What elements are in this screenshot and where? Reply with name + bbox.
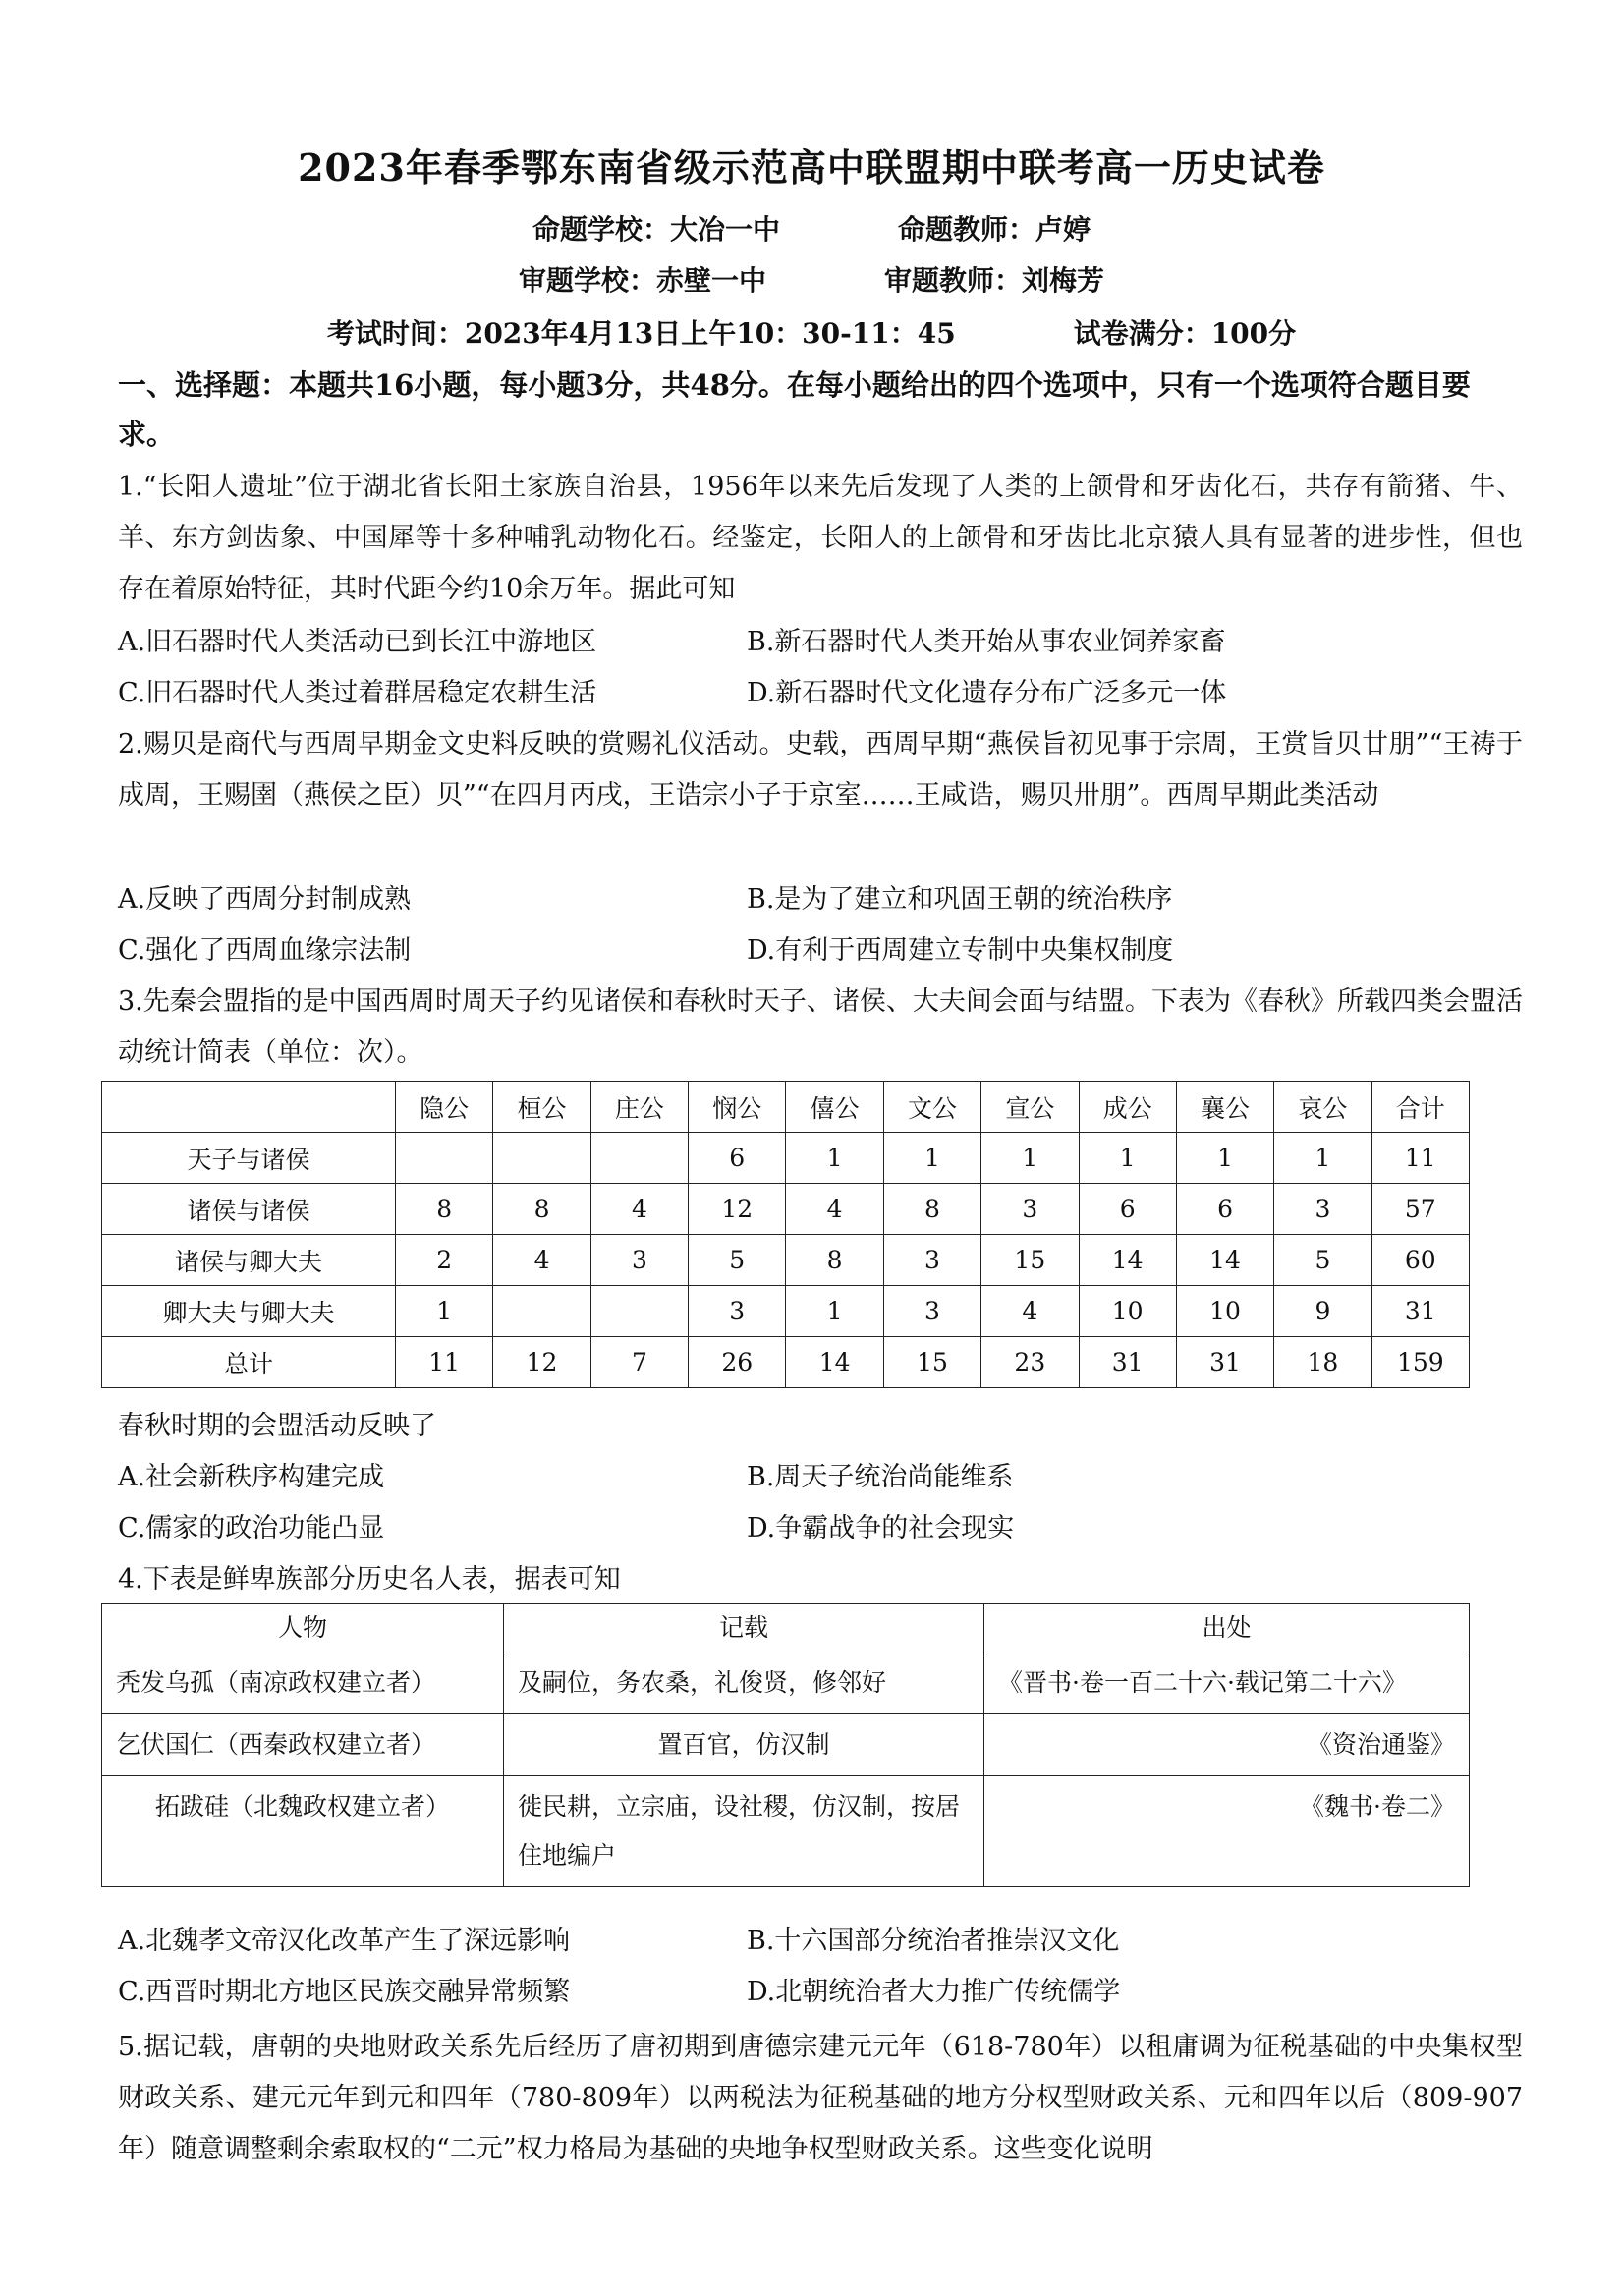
table-cell: 10 bbox=[1079, 1286, 1176, 1337]
table-cell: 诸侯与诸侯 bbox=[102, 1184, 396, 1235]
proposing-teacher: 命题教师：卢婷 bbox=[898, 213, 1091, 246]
table-cell: 3 bbox=[689, 1286, 786, 1337]
table-cell: 3 bbox=[590, 1235, 688, 1286]
table-cell: 5 bbox=[1274, 1235, 1371, 1286]
table-cell: 8 bbox=[396, 1184, 493, 1235]
table-cell bbox=[590, 1286, 688, 1337]
q4-option-c: C.西晋时期北方地区民族交融异常频繁 bbox=[118, 1977, 571, 2007]
q2-option-d: D.有利于西周建立专制中央集权制度 bbox=[747, 935, 1174, 966]
table-cell: 及嗣位，务农桑，礼俊贤，修邻好 bbox=[504, 1652, 984, 1714]
table-cell: 31 bbox=[1176, 1337, 1273, 1388]
table-cell: 拓跋硅（北魏政权建立者） bbox=[102, 1776, 504, 1887]
table-cell: 1 bbox=[883, 1133, 980, 1184]
q3-option-c: C.儒家的政治功能凸显 bbox=[118, 1513, 385, 1543]
table-header-cell: 出处 bbox=[984, 1604, 1470, 1652]
table-cell: 1 bbox=[786, 1133, 883, 1184]
table-cell: 3 bbox=[883, 1235, 980, 1286]
question-4-stem: 4.下表是鲜卑族部分历史名人表，据表可知 bbox=[118, 1564, 621, 1595]
table-cell: 23 bbox=[981, 1337, 1079, 1388]
table-cell: 徙民耕，立宗庙，设社稷，仿汉制，按居住地编户 bbox=[504, 1776, 984, 1887]
q3-option-b: B.周天子统治尚能维系 bbox=[747, 1462, 1014, 1492]
q2-option-b: B.是为了建立和巩固王朝的统治秩序 bbox=[747, 884, 1173, 915]
table-cell: 8 bbox=[493, 1184, 590, 1235]
question-3-prompt: 春秋时期的会盟活动反映了 bbox=[118, 1411, 436, 1441]
table-cell: 8 bbox=[883, 1184, 980, 1235]
table-cell: 10 bbox=[1176, 1286, 1273, 1337]
table-cell: 天子与诸侯 bbox=[102, 1133, 396, 1184]
table-cell: 8 bbox=[786, 1235, 883, 1286]
q1-option-b: B.新石器时代人类开始从事农业饲养家畜 bbox=[747, 627, 1226, 657]
table-cell: 26 bbox=[689, 1337, 786, 1388]
table-row bbox=[102, 1286, 1470, 1337]
table-cell: 总计 bbox=[102, 1337, 396, 1388]
table-cell: 《资治通鉴》 bbox=[984, 1714, 1470, 1776]
q4-option-b: B.十六国部分统治者推崇汉文化 bbox=[747, 1926, 1120, 1956]
q2-option-a: A.反映了西周分封制成熟 bbox=[118, 884, 412, 915]
question-3-options bbox=[118, 1452, 1523, 1554]
table-header-cell: 合计 bbox=[1371, 1082, 1469, 1133]
full-score: 试卷满分：100分 bbox=[1073, 317, 1297, 350]
table-cell: 14 bbox=[786, 1337, 883, 1388]
table-cell: 3 bbox=[1274, 1184, 1371, 1235]
table-cell bbox=[396, 1133, 493, 1184]
table-cell bbox=[493, 1133, 590, 1184]
table-cell: 2 bbox=[396, 1235, 493, 1286]
table-cell: 1 bbox=[981, 1133, 1079, 1184]
table-header-cell: 襄公 bbox=[1176, 1082, 1273, 1133]
q1-option-d: D.新石器时代文化遗存分布广泛多元一体 bbox=[747, 678, 1227, 708]
table-cell: 159 bbox=[1371, 1337, 1469, 1388]
table-row bbox=[102, 1133, 1470, 1184]
table-cell: 1 bbox=[1274, 1133, 1371, 1184]
table-header-cell: 宣公 bbox=[981, 1082, 1079, 1133]
question-4-options bbox=[118, 1916, 1523, 2018]
question-1-stem: 1.“长阳人遗址”位于湖北省长阳土家族自治县，1956年以来先后发现了人类的上颌骨和牙齿化石，共存有箭猪、牛、羊、东方剑齿象、中国犀等十多种哺乳动物化石。经鉴定，长阳人的上颌骨和牙齿比北京猿人具有显著的进步性，但也存在着原始特征，其时代距今约10余万年。据此可知 bbox=[118, 472, 1523, 604]
meeting-stats-table bbox=[101, 1081, 1470, 1388]
q4-option-a: A.北魏孝文帝汉化改革产生了深远影响 bbox=[118, 1926, 571, 1956]
table-header-cell: 僖公 bbox=[786, 1082, 883, 1133]
table-header-cell: 悯公 bbox=[689, 1082, 786, 1133]
table-cell: 14 bbox=[1079, 1235, 1176, 1286]
exam-info-line bbox=[0, 312, 1623, 352]
q1-option-a: A.旧石器时代人类活动已到长江中游地区 bbox=[118, 627, 597, 657]
table-cell: 18 bbox=[1274, 1337, 1371, 1388]
table-cell: 9 bbox=[1274, 1286, 1371, 1337]
table-cell: 7 bbox=[590, 1337, 688, 1388]
exam-title: 2023年春季鄂东南省级示范高中联盟期中联考高一历史试卷 bbox=[298, 145, 1325, 190]
table-cell: 6 bbox=[1176, 1184, 1273, 1235]
q2-option-c: C.强化了西周血缘宗法制 bbox=[118, 935, 412, 966]
reviewing-teacher: 审题教师：刘梅芳 bbox=[884, 264, 1105, 297]
table-header-cell: 记载 bbox=[504, 1604, 984, 1652]
q4-option-d: D.北朝统治者大力推广传统儒学 bbox=[747, 1977, 1121, 2007]
table-cell: 《晋书·卷一百二十六·载记第二十六》 bbox=[984, 1652, 1470, 1714]
table-header-cell: 隐公 bbox=[396, 1082, 493, 1133]
table-cell: 31 bbox=[1079, 1337, 1176, 1388]
table-header-cell: 哀公 bbox=[1274, 1082, 1371, 1133]
table-header-row bbox=[102, 1604, 1470, 1652]
table-cell: 11 bbox=[1371, 1133, 1469, 1184]
table-cell: 1 bbox=[396, 1286, 493, 1337]
table-cell: 3 bbox=[883, 1286, 980, 1337]
reviewer-line bbox=[0, 259, 1623, 299]
table-cell: 1 bbox=[786, 1286, 883, 1337]
table-header-cell: 庄公 bbox=[590, 1082, 688, 1133]
table-cell: 15 bbox=[883, 1337, 980, 1388]
table-cell: 3 bbox=[981, 1184, 1079, 1235]
q1-option-c: C.旧石器时代人类过着群居稳定农耕生活 bbox=[118, 678, 597, 708]
xianbei-figures-table bbox=[101, 1603, 1470, 1887]
table-cell: 乞伏国仁（西秦政权建立者） bbox=[102, 1714, 504, 1776]
table-row bbox=[102, 1184, 1470, 1235]
table-cell: 1 bbox=[1176, 1133, 1273, 1184]
table-cell: 15 bbox=[981, 1235, 1079, 1286]
table-cell: 11 bbox=[396, 1337, 493, 1388]
table-row bbox=[102, 1652, 1470, 1714]
table-cell: 4 bbox=[981, 1286, 1079, 1337]
reviewing-school: 审题学校：赤壁一中 bbox=[518, 264, 766, 297]
question-2-stem: 2.赐贝是商代与西周早期金文史料反映的赏赐礼仪活动。史载，西周早期“燕侯旨初见事于宗周，王赏旨贝廿朋”“王祷于成周，王赐圉（燕侯之臣）贝”“在四月丙戌，王诰宗小子于京室……王咸诰，赐贝卅朋”。西周早期此类活动 bbox=[118, 729, 1523, 811]
table-row bbox=[102, 1776, 1470, 1887]
table-cell: 12 bbox=[493, 1337, 590, 1388]
table-cell: 6 bbox=[689, 1133, 786, 1184]
table-row bbox=[102, 1714, 1470, 1776]
table-cell: 4 bbox=[786, 1184, 883, 1235]
table-cell: 12 bbox=[689, 1184, 786, 1235]
table-cell: 秃发乌孤（南凉政权建立者） bbox=[102, 1652, 504, 1714]
table-row bbox=[102, 1235, 1470, 1286]
table-total-row bbox=[102, 1337, 1470, 1388]
table-cell: 诸侯与卿大夫 bbox=[102, 1235, 396, 1286]
exam-time: 考试时间：2023年4月13日上午10：30-11：45 bbox=[326, 317, 956, 350]
table-header-row bbox=[102, 1082, 1470, 1133]
table-cell: 6 bbox=[1079, 1184, 1176, 1235]
question-3-stem: 3.先秦会盟指的是中国西周时周天子约见诸侯和春秋时天子、诸侯、大夫间会面与结盟。下表为《春秋》所载四类会盟活动统计简表（单位：次）。 bbox=[118, 986, 1523, 1068]
table-header-cell: 人物 bbox=[102, 1604, 504, 1652]
q3-option-a: A.社会新秩序构建完成 bbox=[118, 1462, 385, 1492]
q3-option-d: D.争霸战争的社会现实 bbox=[747, 1513, 1015, 1543]
question-1-options bbox=[118, 617, 1523, 719]
table-header-cell: 文公 bbox=[883, 1082, 980, 1133]
proposing-school: 命题学校：大冶一中 bbox=[532, 213, 780, 246]
table-header-cell: 成公 bbox=[1079, 1082, 1176, 1133]
question-2-options bbox=[118, 874, 1523, 977]
section-heading: 一、选择题：本题共16小题，每小题3分，共48分。在每小题给出的四个选项中，只有一个选项符合题目要求。 bbox=[118, 368, 1471, 451]
table-cell: 4 bbox=[590, 1184, 688, 1235]
author-line bbox=[0, 208, 1623, 248]
table-cell: 4 bbox=[493, 1235, 590, 1286]
table-header-cell: 桓公 bbox=[493, 1082, 590, 1133]
table-cell: 14 bbox=[1176, 1235, 1273, 1286]
table-cell: 31 bbox=[1371, 1286, 1469, 1337]
table-cell: 《魏书·卷二》 bbox=[984, 1776, 1470, 1887]
table-header-cell bbox=[102, 1082, 396, 1133]
table-cell: 57 bbox=[1371, 1184, 1469, 1235]
table-cell: 60 bbox=[1371, 1235, 1469, 1286]
table-cell: 卿大夫与卿大夫 bbox=[102, 1286, 396, 1337]
table-cell bbox=[590, 1133, 688, 1184]
table-cell: 置百官，仿汉制 bbox=[504, 1714, 984, 1776]
question-5-stem: 5.据记载，唐朝的央地财政关系先后经历了唐初期到唐德宗建元元年（618-780年）以租庸调为征税基础的中央集权型财政关系、建元元年到元和四年（780-809年）以两税法为征税基础的地方分权型财政关系、元和四年以后（809-907年）随意调整剩余索取权的“二元”权力格局为基础的央地争权型财政关系。这些变化说明 bbox=[118, 2032, 1523, 2164]
table-cell: 1 bbox=[1079, 1133, 1176, 1184]
table-cell: 5 bbox=[689, 1235, 786, 1286]
table-cell bbox=[493, 1286, 590, 1337]
